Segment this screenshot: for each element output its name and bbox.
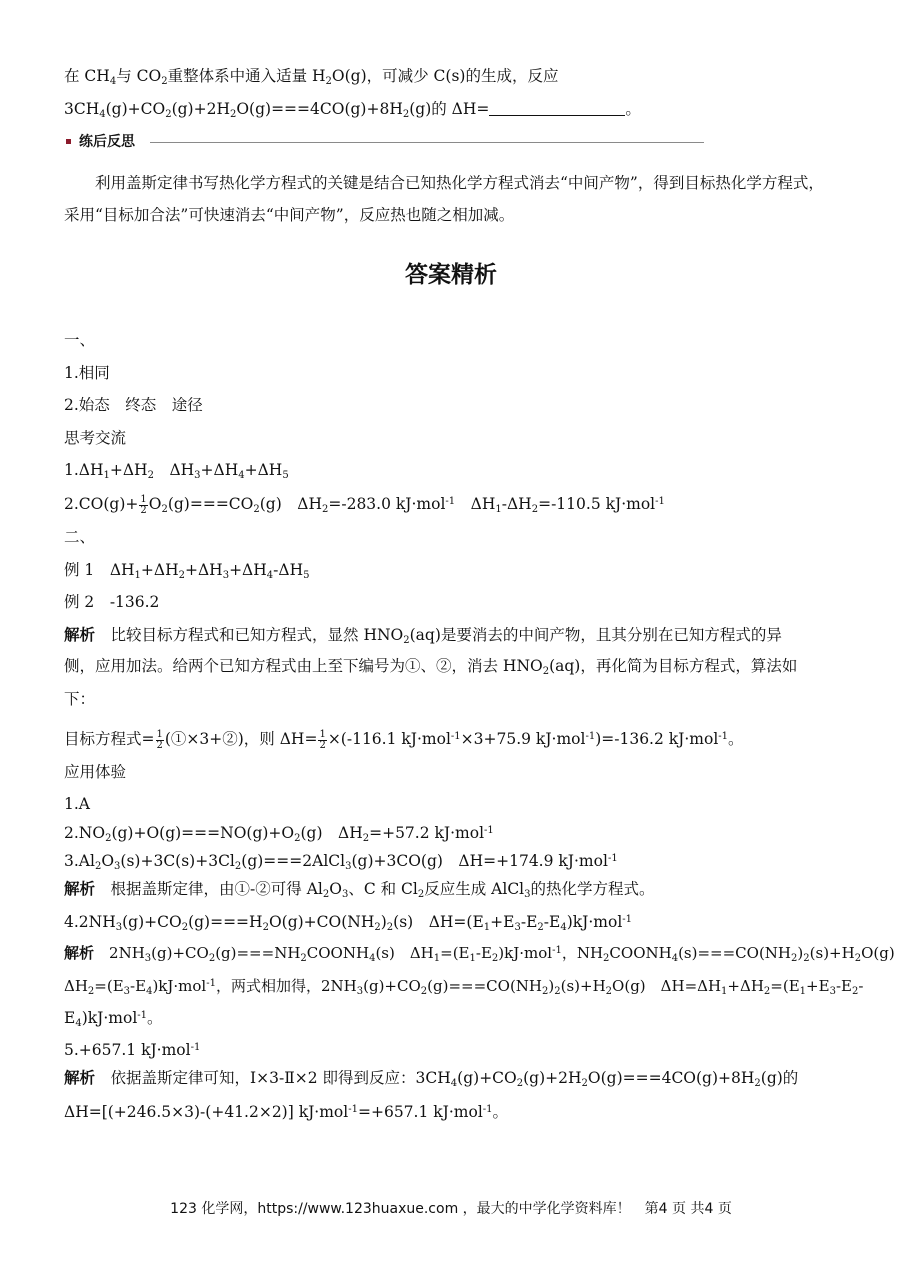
practice-4-analysis-2: $\Delta H_2=(E_3-E_4)kJ\cdot mol^{-1}$，两式相加得，$2NH_3(g)+CO_2(g)===CO(NH_2)_2(s)+H_2O(g)$ $\Delta H=\Delta H_1+\Delta H_2=(E_1+E_3-E_2-$ [64, 977, 864, 997]
practice-heading: 应用体验 [64, 763, 127, 781]
fraction: $\frac{1}{2}$ [140, 493, 147, 516]
think-heading: 思考交流 [64, 429, 127, 447]
fraction: $\frac{1}{2}$ [319, 728, 326, 751]
intro-line-1: 在 $CH_4$与 $CO_2$重整体系中通入适量 $H_2O(g)$，可减少 C(s)的生成，反应 [64, 67, 559, 87]
example-1: 例 1 $\Delta H_1+\Delta H_2+\Delta H_3+\Delta H_4-\Delta H_5$ [64, 561, 310, 581]
section-1-heading: 一、 [64, 331, 96, 349]
analysis-line-3: 下： [64, 690, 96, 708]
analysis-line-2: 侧，应用加法。给两个已知方程式由上至下编号为①、②，消去 $HNO_2(aq)$，再化简为目标方程式，算法如 [64, 657, 798, 677]
reflection-label: 练后反思 [79, 134, 135, 150]
practice-3-analysis: 解析 根据盖斯定律，由①-②可得 $Al_2O_3$、C 和 $Cl_2$反应生成 AlCl$_3$的热化学方程式。 [64, 880, 655, 900]
intro-line-2: $3CH_4(g)+CO_2(g)+2H_2O(g)===4CO(g)+8H_2(g)$的 ΔH= 。 [64, 100, 641, 120]
sec1-item-2: 2.始态 终态 途径 [64, 396, 203, 414]
analysis-line-1: 解析 比较目标方程式和已知方程式，显然 $HNO_2(aq)$是要消去的中间产物，且其分别在已知方程式的异 [64, 626, 782, 646]
fraction: $\frac{1}{2}$ [156, 728, 163, 751]
bullet-square-icon [66, 139, 71, 144]
practice-3: $3.Al_2O_3(s)+3C(s)+3Cl_2(g)===2AlCl_3(g)+3CO(g)$ ΔH=+174.9 kJ·mol$^{-1}$ [64, 852, 618, 872]
think-item-1: $1.\Delta H_1+\Delta H_2$ $\Delta H_3+\Delta H_4+\Delta H_5$ [64, 461, 289, 481]
practice-2: $2.NO_2(g)+O(g)===NO(g)+O_2(g)$ $\Delta H_2=+57.2$ kJ·mol$^{-1}$ [64, 824, 494, 844]
practice-5-analysis-2: ΔH=[(+246.5×3)-(+41.2×2)] kJ·mol$^{-1}$=+657.1 kJ·mol$^{-1}$。 [64, 1103, 509, 1121]
practice-5: 5.+657.1 kJ·mol$^{-1}$ [64, 1041, 201, 1059]
practice-4-analysis-1: 解析 $2NH_3(g)+CO_2(g)===NH_2COONH_4(s)$ $\Delta H_1=(E_1-E_2)kJ\cdot mol^{-1}$，$NH_2COONH_4(s)===CO(NH_2)_2(s)+H_2O(g)$ [64, 944, 895, 964]
example-2: 例 2 -136.2 [64, 593, 160, 611]
target-equation: 目标方程式= $\frac{1}{2}$ (①×3+②)，则 ΔH= $\frac{1}{2}$ ×(-116.1 kJ·mol$^{-1}$×3+75.9 kJ·mol$^{-1}$)=-136.2 kJ·mol$^{-1}$。 [64, 728, 744, 751]
think-item-2: 2.CO(g)+ $\frac{1}{2}$ $O_2(g)===CO_2(g)$ $\Delta H_2=-283.0$ kJ·mol$^{-1}$ $\Delta H_1-\Delta H_2=-110.5$ kJ·mol$^{-1}$ [64, 493, 665, 516]
sec1-item-1: 1.相同 [64, 364, 110, 382]
practice-1: 1.A [64, 795, 90, 813]
answer-blank [489, 101, 625, 116]
page-footer: 123 化学网，https://www.123huaxue.com ，最大的中学化学资料库！ 第4 页 共4 页 [170, 1201, 732, 1217]
practice-4-analysis-3: $E_4)kJ\cdot mol^{-1}$。 [64, 1009, 163, 1029]
divider [150, 142, 704, 143]
practice-5-analysis-1: 解析 依据盖斯定律可知，Ⅰ×3-Ⅱ×2 即得到反应：$3CH_4(g)+CO_2(g)+2H_2O(g)===4CO(g)+8H_2(g)$的 [64, 1069, 799, 1089]
practice-4: $4.2NH_3(g)+CO_2(g)===H_2O(g)+CO(NH_2)_2(s)$ $\Delta H=(E_1+E_3-E_2-E_4)kJ\cdot mol^{-1}$ [64, 913, 633, 933]
answer-title: 答案精析 [405, 262, 497, 288]
reflection-text: 利用盖斯定律书写热化学方程式的关键是结合已知热化学方程式消去“中间产物”，得到目标热化学方程式，采用“目标加合法”可快速消去“中间产物”，反应热也随之相加减。 [64, 174, 824, 224]
reflection-header [64, 133, 704, 151]
section-2-heading: 二、 [64, 528, 96, 546]
